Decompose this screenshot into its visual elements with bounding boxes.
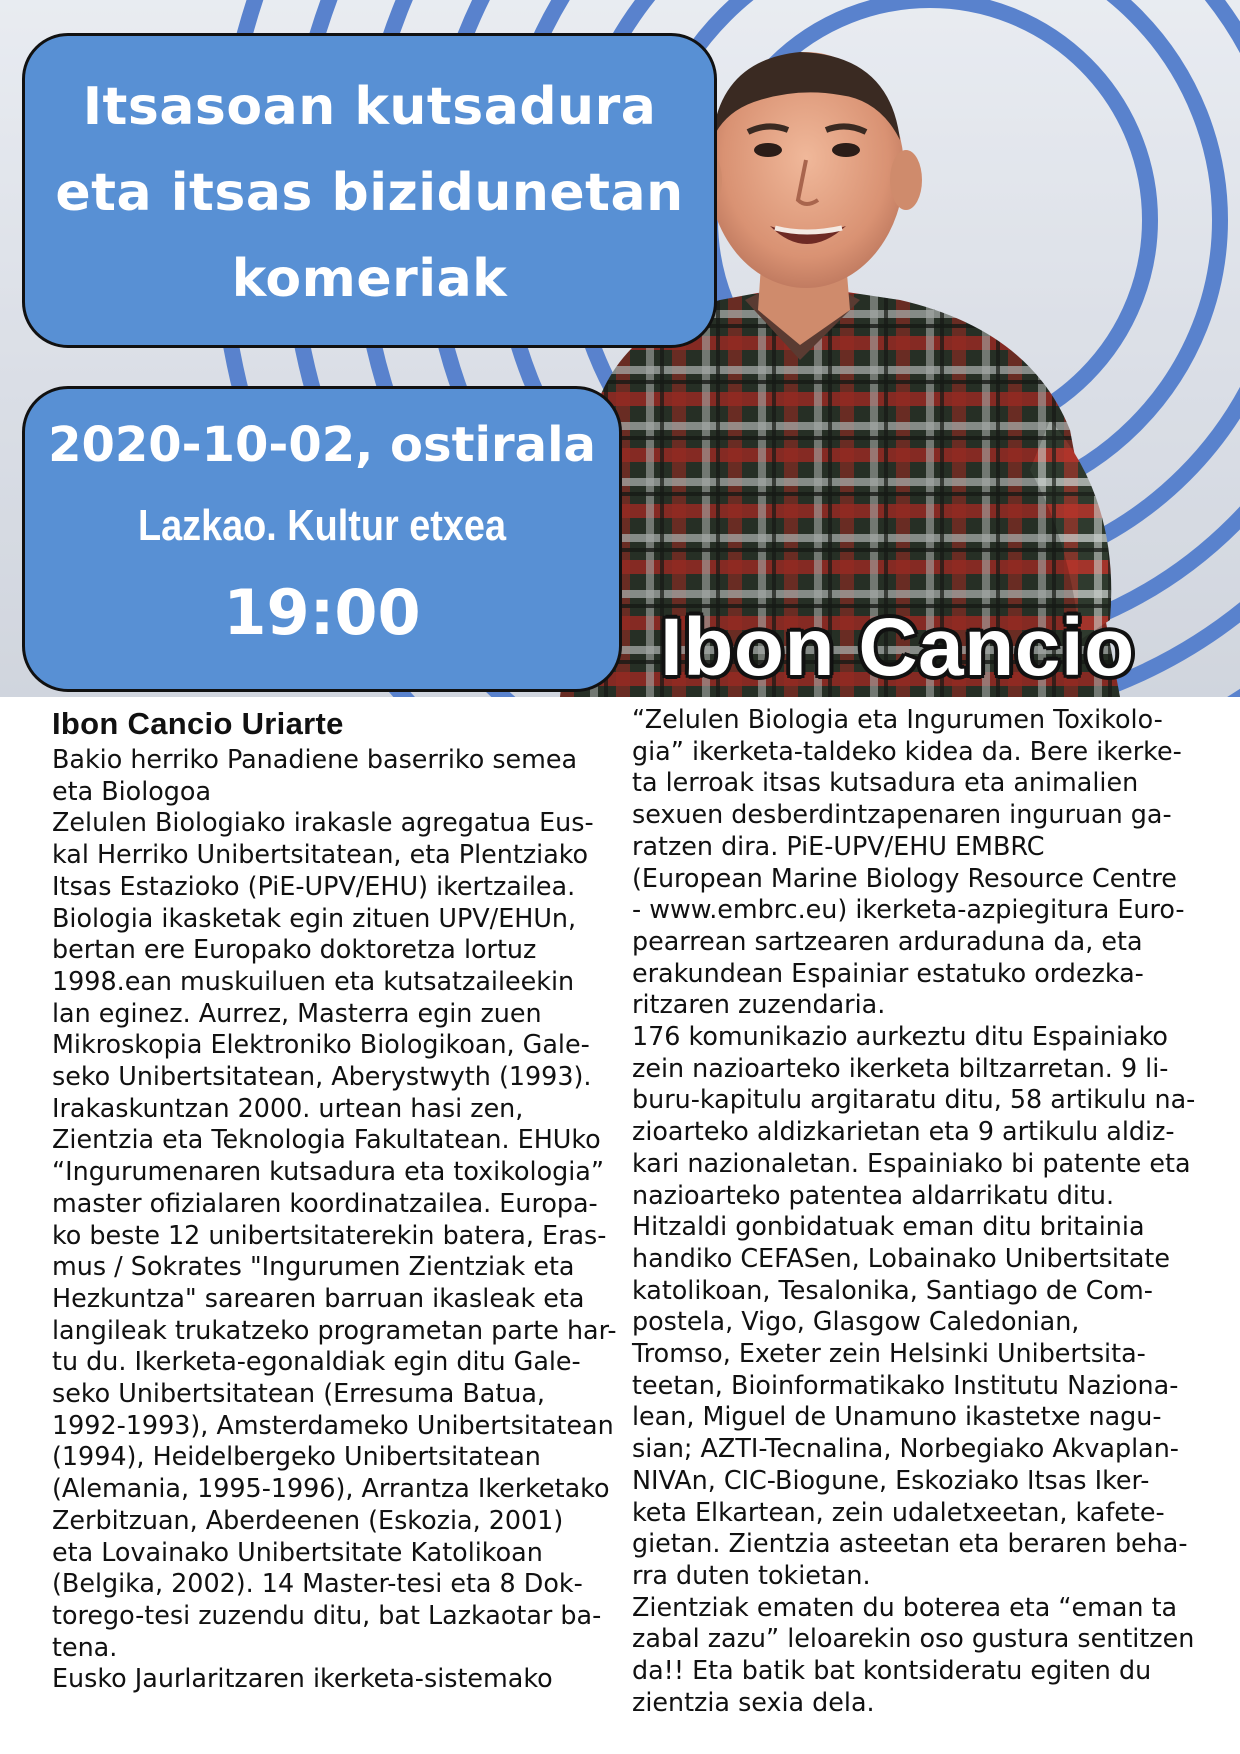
text-line: ratzen dira. PiE-UPV/EHU EMBRC <box>632 830 1045 861</box>
text-line: erakundean Espainiar estatuko ordezka- <box>632 957 1144 988</box>
text-line: kal Herriko Unibertsitatean, eta Plentziako <box>52 839 589 870</box>
text-line: Irakaskuntzan 2000. urtean hasi zen, <box>52 1092 524 1123</box>
event-info-box <box>22 386 622 692</box>
text-line: bertan ere Europako doktoretza lortuz <box>52 934 537 965</box>
hero-banner <box>0 0 1240 697</box>
text-line: 1998.ean muskuiluen eta kutsatzaileekin <box>52 965 575 996</box>
text-line: Zientzia eta Teknologia Fakultatean. EHUko <box>52 1124 601 1155</box>
text-line: lean, Miguel de Unamuno ikastetxe nagu- <box>632 1401 1162 1432</box>
text-line: eta Biologoa <box>52 775 212 806</box>
text-line: Hezkuntza" sarearen barruan ikasleak eta <box>52 1282 585 1313</box>
event-time: 19:00 <box>223 576 421 649</box>
text-line: sexuen desberdintzapenaren inguruan ga- <box>632 799 1172 830</box>
text-line: postela, Vigo, Glasgow Caledonian, <box>632 1306 1080 1337</box>
text-line: da!! Eta batik bat kontsideratu egiten du <box>632 1655 1152 1686</box>
title-box <box>22 33 717 348</box>
text-line: handiko CEFASen, Lobainako Unibertsitate <box>632 1242 1170 1273</box>
text-line: tena. <box>52 1631 118 1662</box>
text-line: Tromso, Exeter zein Helsinki Unibertsita- <box>632 1338 1146 1369</box>
text-line: zabal zazu” leloarekin oso gustura sentitzen <box>632 1623 1195 1654</box>
text-line: tu du. Ikerketa-egonaldiak egin ditu Gale- <box>52 1346 581 1377</box>
text-line: (1994), Heidelbergeko Unibertsitatean <box>52 1441 541 1472</box>
text-line: keta Elkartean, zein udaletxeetan, kafete- <box>632 1496 1165 1527</box>
text-line: Zerbitzuan, Aberdeenen (Eskozia, 2001) <box>52 1504 564 1535</box>
text-line: mus / Sokrates "Ingurumen Zientziak eta <box>52 1251 575 1282</box>
text-line: Hitzaldi gonbidatuak eman ditu britainia <box>632 1211 1145 1242</box>
text-line: langileak trukatzeko programetan parte har- <box>52 1314 617 1345</box>
text-line: torego-tesi zuzendu ditu, bat Lazkaotar ba- <box>52 1599 602 1630</box>
bio-right-text <box>632 704 1202 1719</box>
text-line: buru-kapitulu argitaratu ditu, 58 artikulu na- <box>632 1084 1196 1115</box>
text-line: kari nazionaletan. Espainiako bi patente eta <box>632 1147 1191 1178</box>
text-line: eta Lovainako Unibertsitate Katolikoan <box>52 1536 543 1567</box>
bio-column-right <box>632 704 1202 1719</box>
text-line: zioarteko aldizkarietan eta 9 artikulu aldiz- <box>632 1116 1175 1147</box>
text-line: pearrean sartzearen arduraduna da, eta <box>632 925 1143 956</box>
text-line: (Belgika, 2002). 14 Master-tesi eta 8 Dok- <box>52 1568 583 1599</box>
text-line: (Alemania, 1995-1996), Arrantza Ikerketako <box>52 1473 610 1504</box>
text-line: ritzaren zuzendaria. <box>632 989 886 1020</box>
text-line: ta lerroak itsas kutsadura eta animalien <box>632 767 1139 798</box>
text-line: 176 komunikazio aurkeztu ditu Espainiako <box>632 1021 1168 1052</box>
event-place: Lazkao. Kultur etxea <box>138 501 506 550</box>
text-line: - www.embrc.eu) ikerketa-azpiegitura Euro- <box>632 894 1185 925</box>
text-line: Zientziak ematen du boterea eta “eman ta <box>632 1591 1178 1622</box>
text-line: “Ingurumenaren kutsadura eta toxikologia” <box>52 1156 604 1187</box>
text-line: seko Unibertsitatean, Aberystwyth (1993). <box>52 1061 592 1092</box>
text-line: ko beste 12 unibertsitaterekin batera, Eras- <box>52 1219 607 1250</box>
text-line: Itsas Estazioko (PiE-UPV/EHU) ikertzailea. <box>52 870 576 901</box>
text-line: teetan, Bioinformatikako Institutu Naziona- <box>632 1369 1179 1400</box>
text-line: zein nazioarteko ikerketa biltzarretan. 9 li- <box>632 1052 1169 1083</box>
bio-heading: Ibon Cancio Uriarte <box>52 706 344 741</box>
title-line-2: eta itsas bizidunetan <box>55 163 684 223</box>
text-line: Bakio herriko Panadiene baserriko semea <box>52 744 578 774</box>
title-line-1: Itsasoan kutsadura <box>82 77 657 137</box>
text-line: Biologia ikasketak egin zituen UPV/EHUn, <box>52 902 577 933</box>
text-line: gia” ikerketa-taldeko kidea da. Bere ikerke- <box>632 735 1182 766</box>
text-line: Mikroskopia Elektroniko Biologikoan, Gale- <box>52 1029 590 1060</box>
title-line-3: komeriak <box>231 249 508 309</box>
text-line: lan eginez. Aurrez, Masterra egin zuen <box>52 997 542 1028</box>
text-line: “Zelulen Biologia eta Ingurumen Toxikolo- <box>632 704 1163 734</box>
text-line: master ofizialaren koordinatzailea. Europa- <box>52 1187 598 1218</box>
text-line: seko Unibertsitatean (Erresuma Batua, <box>52 1378 545 1409</box>
speaker-name-overlay: Ibon Cancio <box>660 602 1135 693</box>
event-date: 2020-10-02, ostirala <box>48 417 596 473</box>
text-line: zientzia sexia dela. <box>632 1686 875 1717</box>
text-line: Zelulen Biologiako irakasle agregatua Eus- <box>52 807 594 838</box>
text-line: NIVAn, CIC-Biogune, Eskoziako Itsas Iker- <box>632 1464 1150 1495</box>
bio-column-left <box>52 704 622 1695</box>
text-line: 1992-1993), Amsterdameko Unibertsitatean <box>52 1409 614 1440</box>
text-line: Eusko Jaurlaritzaren ikerketa-sistemako <box>52 1663 553 1694</box>
text-line: rra duten tokietan. <box>632 1559 871 1590</box>
text-line: nazioarteko patentea aldarrikatu ditu. <box>632 1179 1115 1210</box>
text-line: katolikoan, Tesalonika, Santiago de Com- <box>632 1274 1153 1305</box>
text-line: sian; AZTI-Tecnalina, Norbegiako Akvaplan- <box>632 1433 1179 1464</box>
text-line: gietan. Zientzia asteetan eta beraren beha- <box>632 1528 1188 1559</box>
text-line: (European Marine Biology Resource Centre <box>632 862 1177 893</box>
bio-left-text <box>52 744 622 1695</box>
